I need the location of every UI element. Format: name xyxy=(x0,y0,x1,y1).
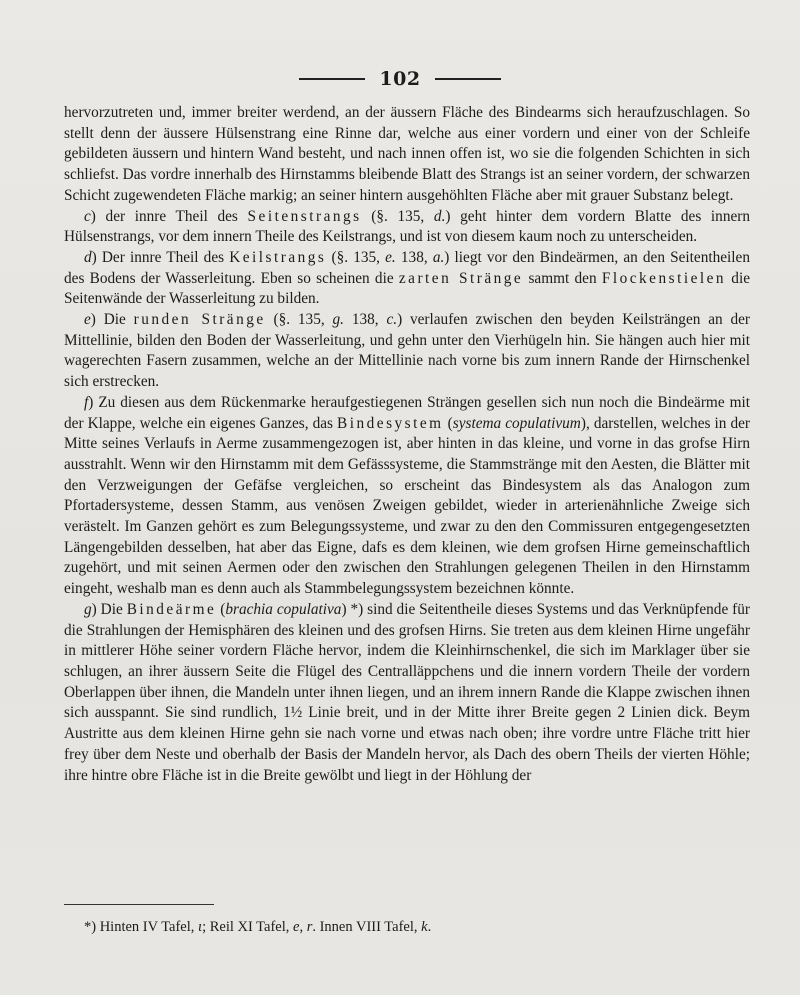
paragraph-f-bindesystem xyxy=(64,393,750,600)
text-run: . Innen VIII Tafel, xyxy=(312,919,422,935)
paragraph-continued xyxy=(64,103,750,207)
spaced-term: Bindesystem xyxy=(337,414,444,432)
text-run: ) *) sind die Seitentheile dieses Systems und das Verknüpfende für die Strahlungen der Hemisphären des kleinen und des grofsen Hirns. Sie treten aus dem kleinen Hirne ungefähr in mittlerer Höhe seiner vordern Fläche hervor, indem die Kleinhirnschenkel, die sich im Marklager über sie schlugen, an ihrer äussern Seite die Flügel des Centralläppchens und die innern vordern Theile der vordern Oberlappen über ihnen, die Mandeln unter ihnen liegen, und an ihrem innern Rande die Klappe zwischen ihnen sich ausspannt. Sie sind rundlich, 1½ Linie breit, und in der Mitte ihrer Breite gegen 2 Linien dick. Beym Austritte aus dem kleinen Hirne gehn sie nach vorne und etwas nach oben; ihre vordre untre Fläche tritt hier frey über dem Neste und oberhalb der Basis der Mandeln hervor, als Dach des obern Theils der vierten Höhle; ihre hintre obre Fläche ist in die Breite gewölbt und liegt in der Höhlung der xyxy=(64,600,750,784)
italic-run: f xyxy=(84,393,89,411)
italic-run: c. xyxy=(386,311,398,329)
italic-run: c xyxy=(84,207,91,225)
page-header xyxy=(0,68,800,90)
italic-run: k xyxy=(421,919,428,935)
header-rule-right xyxy=(435,78,501,80)
spaced-term: Seitenstrangs xyxy=(247,207,362,225)
body-text xyxy=(64,103,750,786)
italic-run: e. xyxy=(385,248,396,266)
spaced-term: Bindeärme xyxy=(126,600,217,618)
spaced-term: zarten Stränge xyxy=(398,269,524,287)
italic-run: ι xyxy=(198,919,203,935)
text-run: (§. 135, xyxy=(326,248,386,266)
text-run: *) Hinten IV Tafel, xyxy=(84,919,199,935)
text-run: . xyxy=(427,919,432,935)
paragraph-d-keilstrang xyxy=(64,248,750,310)
text-run: (§. 135, xyxy=(361,207,434,225)
italic-run: d. xyxy=(433,207,446,225)
text-run: 138, xyxy=(344,311,387,329)
footnote xyxy=(84,918,750,937)
spaced-term: Keilstrangs xyxy=(229,248,327,266)
italic-run: d xyxy=(84,248,92,266)
text-run: ) Die xyxy=(90,311,134,329)
text-run: ) der innre Theil des xyxy=(90,207,248,225)
italic-run: e xyxy=(84,311,91,329)
italic-run: brachia copulativa xyxy=(225,600,342,618)
text-run: ) verlaufen zwischen den beyden Keilsträngen an der Mittellinie, bilden den Boden der Wasserleitung, und gehn unter den Vierhügeln hin. Sie hängen auch hier mit wagerechten Fasern zusammen, welche an der Mittellinie nach vorne bis zum innern Rande der Hirnschenkel sich erstrecken. xyxy=(64,311,751,391)
text-run: , xyxy=(299,919,307,935)
text-run: ; Reil XI Tafel, xyxy=(202,919,293,935)
italic-run: g. xyxy=(332,311,344,329)
paragraph-c-seitenstrang xyxy=(64,207,750,248)
page-number: 102 xyxy=(379,68,421,90)
text-run: 138, xyxy=(395,248,433,266)
text-run: ) geht hinter dem vordern Blatte des innern Hülsenstrangs, vor dem innern Theile des Keilstrangs, und ist von diesem kaum noch zu unterscheiden. xyxy=(64,207,751,246)
text-run: ( xyxy=(216,600,226,618)
spaced-term: Flockenstielen xyxy=(601,269,727,287)
text-run: ) liegt vor den Bindeärmen, an den Seitentheilen des Bodens der Wasserleitung. Eben so scheinen die xyxy=(64,248,750,287)
text-run: ) Zu diesen aus dem Rückenmarke heraufgestiegenen Strängen gesellen sich nun noch die Bindeärme mit der Klappe, welche ein eigenes Ganzes, das xyxy=(64,393,750,432)
italic-run: g xyxy=(84,600,92,618)
text-run: ) Die xyxy=(91,600,127,618)
footnote-separator xyxy=(64,904,214,905)
text-run: ( xyxy=(443,414,453,432)
text-run: (§. 135, xyxy=(265,311,333,329)
italic-run: e xyxy=(293,919,300,935)
text-run: sammt den xyxy=(523,269,602,287)
text-run: hervorzutreten und, immer breiter werdend, an der äussern Fläche des Bindearms sich heraufzuschlagen. So stellt denn der äussere Hülsenstrang eine Rinne dar, welche aus einer vordern und einer von der Schleife gebildeten äussern und hintern Wand besteht, und nach innen offen ist, wo sie die folgenden Schichten in sich schliefst. Das vordre innerhalb des Hirnstamms bleibende Blatt des Strangs ist an seiner vordern, der schwarzen Schicht zugewendeten Fläche markig; an seiner hintern ausgehöhlten Fläche aber mit grauer Substanz belegt. xyxy=(64,104,750,204)
text-run: ), darstellen, welches in der Mitte seines Verlaufs in Aerme zusammengezogen ist, aber hinten in das kleine, und vorne in das grofse Hirn ausstrahlt. Wenn wir den Hirnstamm mit dem Gefässsysteme, die Stammstränge mit den Aesten, die Blätter mit den Verzweigungen der Gefäfse vergleichen, so erscheint das Bindesystem als das Analogon zum Pfortadersysteme, dessen Stamm, aus venösen Zweigen gebildet, wieder in arterienähnliche Zweige sich verästelt. Im Ganzen gehört es zum Belegungssysteme, und zwar zu den den Commissuren entgegengesetzten Längengebilden desselben, hat aber das Eigne, dafs es dem kleinen, wie dem grofsen Hirne gemeinschaftlich zugehört, und mit seinen Aermen oder den zwischen den Strahlungen gelegenen Theilen in den Hirnstamm eingeht, weshalb man es denn auch als Stammbelegungssystem bezeichnen könnte. xyxy=(64,414,750,598)
italic-run: systema copulativum xyxy=(452,414,581,432)
header-rule-left xyxy=(299,78,365,80)
text-run: ) Der innre Theil des xyxy=(91,248,230,266)
text-run: die Seitenwände der Wasserleitung zu bilden. xyxy=(64,269,750,308)
paragraph-g-bindearme xyxy=(64,600,750,786)
paragraph-e-runde-straenge xyxy=(64,310,750,393)
italic-run: a. xyxy=(432,248,445,266)
spaced-term: runden Stränge xyxy=(133,311,266,329)
italic-run: r xyxy=(306,919,313,935)
